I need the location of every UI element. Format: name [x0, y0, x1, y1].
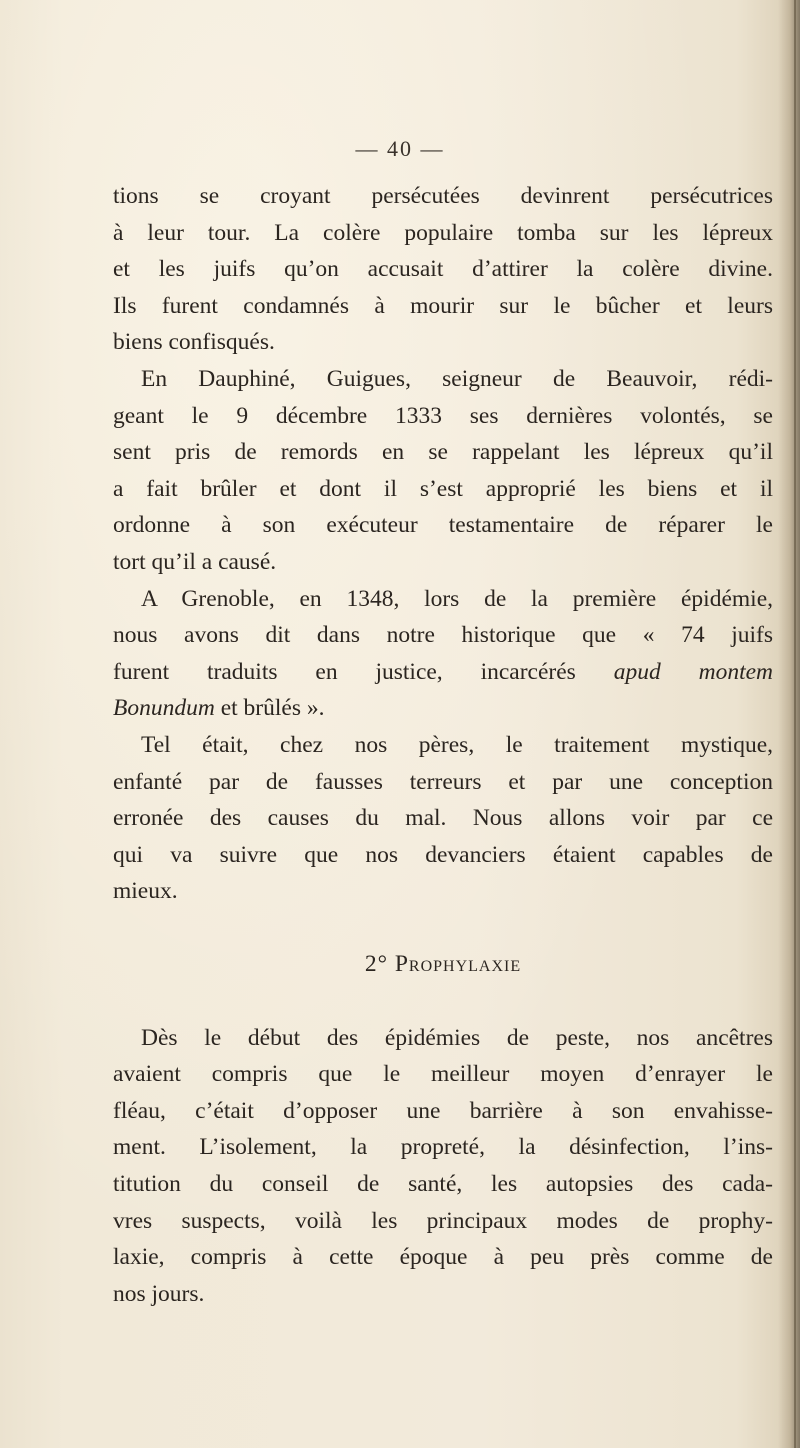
paragraph-line: Tel était, chez nos pères, le traitement mystique,	[141, 731, 773, 758]
paragraph-line: A Grenoble, en 1348, lors de la première épidémie,	[141, 585, 773, 612]
paragraph-line: erronée des causes du mal. Nous allons voir par ce	[113, 805, 773, 832]
paragraph-line: à leur tour. La colère populaire tomba sur les lépreux	[113, 219, 773, 246]
section-title: Prophylaxie	[394, 951, 522, 978]
paragraph-line: sent pris de remords en se rappelant les lépreux qu’il	[113, 439, 773, 466]
paragraph-line: qui va suivre que nos devanciers étaient capables de	[113, 841, 773, 868]
page-number: — 40 —	[355, 136, 445, 161]
paragraph-line: En Dauphiné, Guigues, seigneur de Beauvoir, rédi-	[141, 365, 773, 392]
section-heading	[113, 946, 773, 983]
section-number: 2°	[364, 951, 388, 978]
paragraph-line: nos jours.	[113, 1280, 205, 1307]
latin-phrase: Bonundum	[113, 695, 215, 722]
paragraph-line: geant le 9 décembre 1333 ses dernières volontés, se	[113, 402, 773, 429]
paragraph-line: Dès le début des épidémies de peste, nos ancêtres	[141, 1024, 773, 1051]
paragraph-line	[113, 654, 773, 691]
paragraph-line: fléau, c’était d’opposer une barrière à son envahisse-	[113, 1097, 773, 1124]
paragraph-line: ment. L’isolement, la propreté, la désinfection, l’ins-	[113, 1134, 773, 1161]
paragraph-line: Ils furent condamnés à mourir sur le bûcher et leurs	[113, 292, 773, 319]
paragraph-line: avaient compris que le meilleur moyen d’enrayer le	[113, 1061, 773, 1088]
paragraph-line: mieux.	[113, 878, 178, 905]
paragraph-line: enfanté par de fausses terreurs et par une conception	[113, 768, 773, 795]
paragraph-line: tort qu’il a causé.	[113, 548, 277, 575]
page-edge-shadow	[778, 0, 800, 1448]
paragraph-line	[113, 690, 773, 727]
text-body	[113, 178, 773, 1312]
paragraph-line: vres suspects, voilà les principaux modes de prophy-	[113, 1207, 773, 1234]
paragraph-line: ordonne à son exécuteur testamentaire de réparer le	[113, 512, 773, 539]
paragraph-line: et les juifs qu’on accusait d’attirer la colère divine.	[113, 256, 773, 283]
page-edge-line	[794, 0, 796, 1448]
line-text: et brûlés ».	[214, 695, 325, 722]
line-text: furent traduits en justice, incarcérés	[113, 658, 614, 685]
paragraph-line: nous avons dit dans notre historique que « 74 juifs	[113, 622, 773, 649]
latin-phrase: apud montem	[613, 658, 773, 685]
paragraph-line: a fait brûler et dont il s’est approprié les biens et il	[113, 475, 773, 502]
paragraph-line: tions se croyant persécutées devinrent persécutrices	[113, 183, 773, 209]
paragraph-line: biens confisqués.	[113, 329, 275, 356]
paragraph-line: titution du conseil de santé, les autopsies des cada-	[113, 1171, 773, 1198]
paragraph-line: laxie, compris à cette époque à peu près comme de	[113, 1244, 773, 1271]
